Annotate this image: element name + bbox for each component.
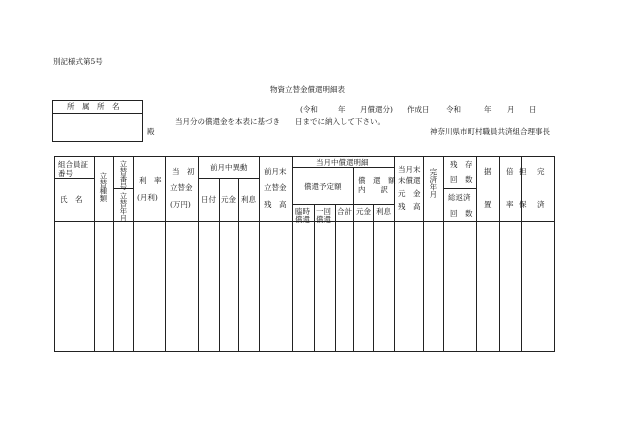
created-era: 令和 (446, 105, 461, 114)
header-col-complete: 完 (537, 167, 545, 176)
header-col-complete-2: 済 (537, 200, 545, 209)
created-month: 月 (507, 105, 515, 114)
header-prev-end: 前月末 (264, 167, 287, 176)
document-title: 物資立替金償還明細表 (270, 85, 345, 94)
header-per-time: 一回償還 (316, 207, 331, 225)
header-initial: 当 初 (172, 167, 195, 176)
header-prev-end-2: 立替金 (264, 183, 287, 192)
instruction-text: 当月分の償還金を本表に基づき 日までに納入して下さい。 (175, 117, 385, 126)
created-label: 作成日 (407, 105, 430, 114)
affiliation-label: 所 属 所 名 (67, 102, 120, 111)
header-principal: 元金 (221, 195, 236, 204)
header-breakdown-1: 償 還 額 (358, 176, 396, 185)
header-remaining-1: 残 存 (450, 160, 473, 169)
header-returned-1: 総返済 (448, 193, 471, 202)
created-year: 年 (484, 105, 492, 114)
issuer: 神奈川県市町村職員共済組合理事長 (430, 127, 550, 136)
header-completion: 完済年月 (428, 168, 438, 198)
header-total: 合計 (337, 207, 352, 216)
form-number: 別記様式第5号 (53, 57, 103, 66)
header-curr-end-4: 残 高 (398, 202, 421, 211)
header-curr-end-1: 当月末 (398, 165, 421, 174)
header-interest: 利息 (241, 195, 256, 204)
header-col-multiplier: 倍 (506, 167, 514, 176)
header-scheduled: 償還予定額 (304, 182, 342, 191)
header-prev-end-3: 残 高 (264, 200, 287, 209)
header-remaining-2: 回 数 (450, 175, 473, 184)
header-returned-2: 回 数 (450, 209, 473, 218)
header-breakdown-interest: 利息 (376, 207, 391, 216)
addressee: 殿 (147, 127, 155, 136)
header-initial-2: 立替金 (170, 183, 193, 192)
header-advance-month: 立替年月 (118, 192, 128, 222)
header-date: 日付 (201, 195, 216, 204)
header-col-settled-2: 置 (484, 200, 492, 209)
header-col-multiplier-2: 率 (506, 200, 514, 209)
header-name: 氏 名 (60, 195, 83, 204)
period-year-unit: 年 (338, 105, 346, 114)
header-member-number: 組合員証番号 (58, 160, 88, 178)
period-close: 月償還分) (360, 105, 393, 114)
header-interest-rate-sub: (月利) (137, 193, 158, 202)
header-extra: 臨時償還 (295, 207, 310, 225)
header-advance-number: 立替番号 (118, 160, 128, 190)
header-col-settled: 据 (484, 167, 492, 176)
header-breakdown-principal: 元金 (356, 207, 371, 216)
header-col-guarantee: 担 (519, 167, 527, 176)
header-initial-unit: (万円) (170, 200, 191, 209)
header-interest-rate: 利 率 (139, 176, 162, 185)
period-open: (令和 (300, 105, 318, 114)
header-breakdown-2: 内 訳 (358, 185, 388, 194)
created-day: 日 (529, 105, 537, 114)
header-category: 立替種類 (98, 172, 108, 202)
header-prev-change: 前月中異動 (210, 163, 248, 172)
header-curr-end-3: 元 金 (398, 189, 421, 198)
header-curr-end-2: 未償還 (398, 176, 421, 185)
header-current-detail: 当月中償還明細 (316, 158, 369, 167)
header-col-guarantee-2: 保 (519, 200, 527, 209)
